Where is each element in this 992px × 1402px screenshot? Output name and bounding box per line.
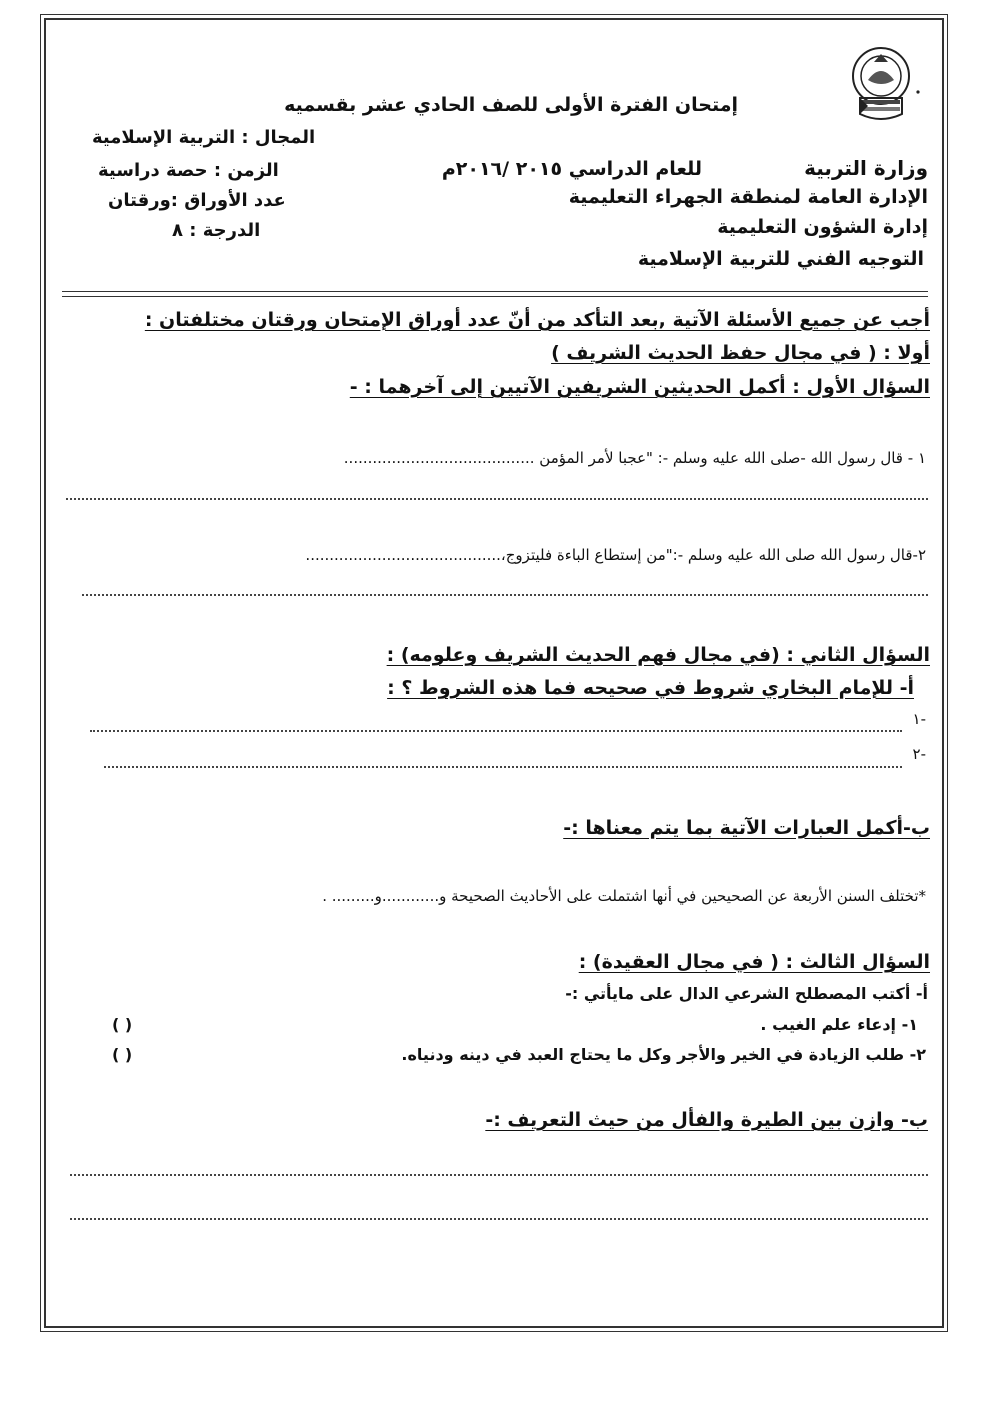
answer-line[interactable] <box>82 594 928 596</box>
question-two-title: السؤال الثاني : (في مجال فهم الحديث الشريف وعلومه) : <box>386 644 930 666</box>
part-b-statement: *تختلف السنن الأربعة عن الصحيحين في أنها اشتملت على الأحاديث الصحيحة و............و......... . <box>322 887 926 905</box>
page-border <box>44 18 944 1328</box>
ministry-name: وزارة التربية <box>804 156 928 180</box>
exam-title: إمتحان الفترة الأولى للصف الحادي عشر بقسميه <box>284 94 738 116</box>
question-two-part-b: ب-أكمل العبارات الآتية بما يتم معناها :- <box>563 817 930 839</box>
time-label: الزمن : حصة دراسية <box>98 160 279 181</box>
answer-bracket[interactable]: ( ) <box>112 1015 133 1034</box>
subject-label: المجال : التربية الإسلامية <box>92 127 316 148</box>
academic-year: للعام الدراسي ٢٠١٥ /٢٠١٦م <box>441 158 702 180</box>
answer-line[interactable] <box>104 766 902 768</box>
general-directorate: الإدارة العامة لمنطقة الجهراء التعليمية <box>568 186 928 208</box>
list-item-label: ١- <box>912 710 926 728</box>
answer-line[interactable] <box>66 498 928 500</box>
answer-bracket[interactable]: ( ) <box>112 1045 133 1064</box>
instructions: أجب عن جميع الأسئلة الآتية ,بعد التأكد من أنّ عدد أوراق الإمتحان ورقتان مختلفتان : <box>144 309 930 331</box>
header-divider-2 <box>62 296 928 297</box>
hadith-2: ٢-قال رسول الله صلى الله عليه وسلم -:"من إستطاع الباءة فليتزوج،......................................... <box>305 546 926 564</box>
question-three-title: السؤال الثالث : ( في مجال العقيدة) : <box>578 951 930 973</box>
hadith-1: ١ - قال رسول الله -صلى الله عليه وسلم -: "عجبا لأمر المؤمن ........................................ <box>343 449 926 467</box>
question-three-part-b: ب- وازن بين الطيرة والفأل من حيث التعريف :- <box>485 1109 928 1131</box>
list-item-label: ٢- <box>912 745 926 763</box>
term-item-2: ٢- طلب الزيادة في الخير والأجر وكل ما يحتاج العبد في دينه ودنياه. <box>401 1045 926 1064</box>
question-three-part-a: أ- أكتب المصطلح الشرعي الدال على مايأتي :- <box>565 984 928 1003</box>
answer-line[interactable] <box>70 1218 928 1220</box>
ministry-emblem-icon <box>838 40 924 126</box>
technical-guidance: التوجيه الفني للتربية الإسلامية <box>637 248 924 270</box>
header-divider <box>62 291 928 292</box>
question-two-part-a: أ- للإمام البخاري شروط في صحيحه فما هذه الشروط ؟ : <box>387 677 914 699</box>
education-affairs: إدارة الشؤون التعليمية <box>717 216 928 238</box>
question-one-title: السؤال الأول : أكمل الحديثين الشريفين الآتيين إلى آخرهما : - <box>349 376 930 398</box>
answer-line[interactable] <box>90 730 902 732</box>
section-one-title: أولا : ( في مجال حفظ الحديث الشريف ) <box>551 342 930 364</box>
term-item-1: ١- إدعاء علم الغيب . <box>760 1015 918 1034</box>
grade-label: الدرجة : ٨ <box>172 220 261 241</box>
answer-line[interactable] <box>70 1174 928 1176</box>
pages-label: عدد الأوراق :ورقتان <box>108 190 286 211</box>
